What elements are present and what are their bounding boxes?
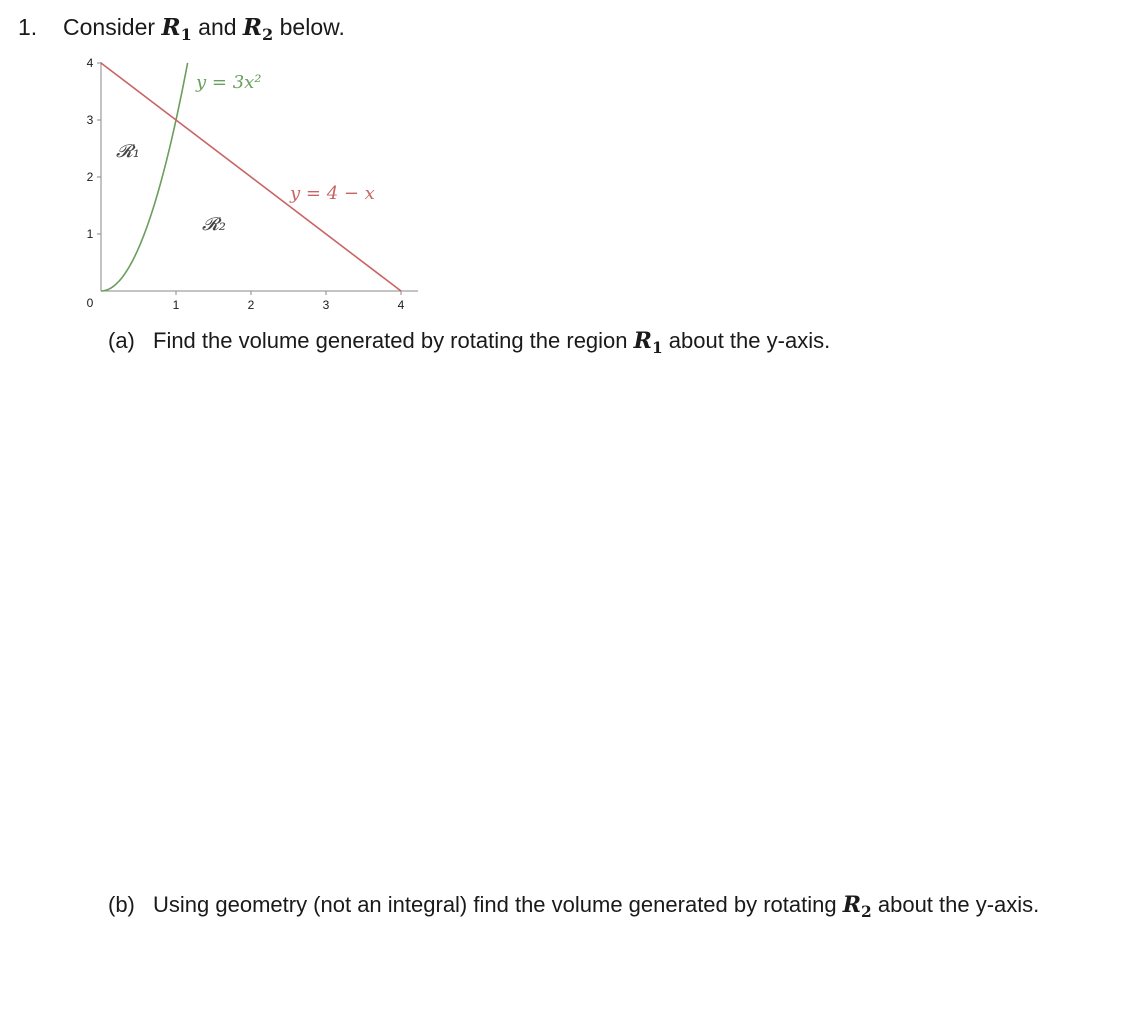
y-ticks [87, 56, 101, 310]
part-b-region-letter: R [842, 892, 862, 918]
problem-number: 1. [18, 14, 38, 40]
part-a [108, 324, 1088, 360]
region1-label: 𝓡₁ [116, 141, 141, 162]
x-ticks [173, 291, 405, 312]
part-a-text [153, 324, 830, 360]
part-b-region-subscript: 2 [861, 902, 872, 921]
x-tick-label: 4 [397, 298, 405, 312]
intro-suffix: below. [273, 14, 345, 40]
region1-letter: R [161, 14, 181, 41]
line-label: y = 4 − x [290, 183, 375, 204]
graph-canvas [0, 0, 1142, 330]
parabola-curve [101, 63, 188, 291]
part-b-text [153, 888, 1113, 924]
intro-prefix: Consider [63, 14, 162, 40]
parabola-label: y = 3x² [196, 72, 262, 93]
part-a-text-before: Find the volume generated by rotating the region [153, 328, 634, 353]
part-b-text-before: Using geometry (not an integral) find the volume generated by rotating [153, 892, 843, 917]
region1-subscript: 1 [180, 24, 192, 44]
region2-label: 𝓡₂ [202, 214, 227, 235]
y-tick-label: 0 [86, 296, 94, 310]
part-b-label: (b) [108, 892, 135, 917]
part-a-label: (a) [108, 328, 135, 353]
region2-letter: R [242, 14, 263, 41]
region-graph [0, 0, 1142, 330]
intro-mid: and [191, 14, 243, 40]
part-b [108, 888, 1118, 958]
y-tick-label: 1 [86, 227, 94, 241]
region2-subscript: 2 [262, 24, 274, 44]
x-tick-label: 1 [172, 298, 180, 312]
x-tick-label: 2 [247, 298, 255, 312]
x-tick-label: 3 [322, 298, 330, 312]
part-a-text-after: about the y-axis. [662, 328, 831, 353]
line-curve [101, 63, 401, 291]
y-tick-label: 2 [86, 170, 94, 184]
y-tick-label: 3 [86, 113, 94, 127]
part-b-text-after: about the y-axis. [871, 892, 1040, 917]
part-a-region-subscript: 1 [651, 338, 663, 357]
y-tick-label: 4 [86, 56, 94, 70]
part-a-region-letter: R [633, 328, 652, 354]
